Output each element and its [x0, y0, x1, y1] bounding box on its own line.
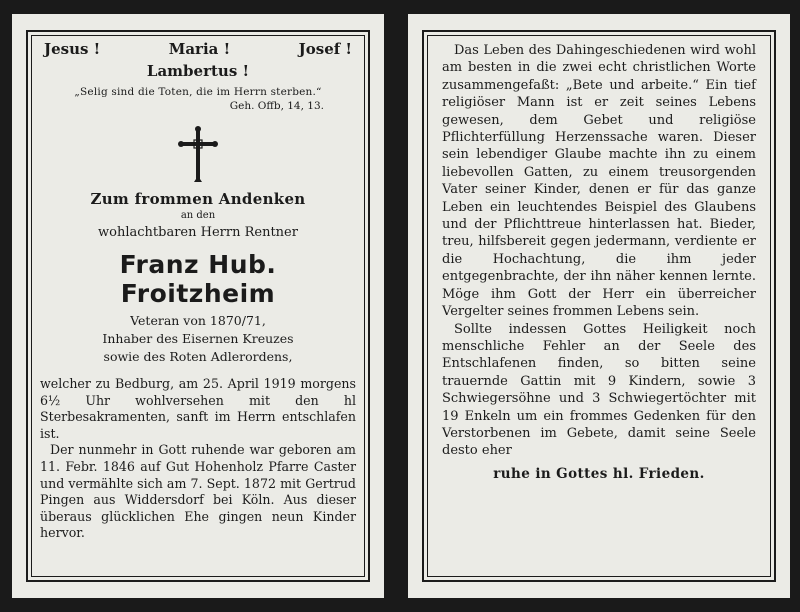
right-border-frame [422, 30, 776, 582]
prayer-paragraph: Sollte indessen Gottes Heiligkeit noch menschliche Fehler an der Seele des Entschlafenen finden, so bitten seine trauernde Gattin mit 9 Kindern, sowie 3 Schwiegersöhne und 3 Schwiegertöchter mit 19 Enkeln um ein frommes Gedenken für den Verstorbenen im Gebete, damit seine Seele desto eher [442, 321, 756, 459]
honorific-line: wohlachtbaren Herrn Rentner [98, 225, 298, 240]
right-body-text [436, 40, 762, 460]
bible-quote: „Selig sind die Toten, die im Herrn sterben.“ [74, 86, 322, 98]
left-body-text [40, 376, 356, 542]
veteran-line: Veteran von 1870/71, [130, 313, 266, 328]
honor-red-eagle: sowie des Roten Adlerordens, [103, 349, 293, 364]
right-card [408, 14, 790, 598]
biography-paragraph: Der nunmehr in Gott ruhende war geboren am 11. Febr. 1846 auf Gut Hohenholz Pfarre Caster und vermählte sich am 7. Sept. 1872 mit Gertrud Pingen aus Widdersdorf bei Köln. Aus dieser überaus glücklichen Ehe gingen neun Kinder hervor. [40, 442, 356, 541]
left-border-frame [26, 30, 370, 582]
invocation-jesus: Jesus ! [44, 40, 101, 58]
quote-reference: Geh. Offb, 14, 13. [229, 100, 324, 112]
left-card [12, 14, 384, 598]
latin-cross-icon [176, 126, 220, 184]
invocation-josef: Josef ! [298, 40, 352, 58]
life-paragraph: Das Leben des Dahingeschiedenen wird wohl am besten in die zwei echt christlichen Worte zusammengefaßt: „Bete und arbeite.“ Ein tief religiöser Mann ist er zeit seines Lebens gewesen, dem Gebet und religiöse Pflichterfüllung Herzenssache waren. Dieser sein lebendiger Glaube machte ihn zu einem liebevollen Gatten, zu einem treusorgenden Vater seiner Kinder, denen er für das ganze Leben ein leuchtendes Beispiel des Glaubens und der Pflichttreue hinterlassen hat. Bieder, treu, hilfsbereit gegen jedermann, verdiente er die Hochachtung, die ihm jeder entgegenbrachte, der ihn näher kennen lernte. Möge ihm Gott der Herr ein überreicher Vergelter seines frommen Lebens sein. [442, 43, 756, 320]
invocation-line [40, 40, 356, 58]
an-den-text: an den [180, 210, 216, 221]
honor-iron-cross: Inhaber des Eisernen Kreuzes [102, 331, 294, 346]
invocation-maria: Maria ! [168, 40, 231, 58]
closing-line: ruhe in Gottes hl. Frieden. [493, 465, 705, 482]
memorial-heading: Zum frommen Andenken [90, 190, 306, 208]
deceased-name: Franz Hub. Froitzheim [119, 250, 277, 308]
patron-saint: Lambertus ! [146, 62, 250, 80]
death-paragraph: welcher zu Bedburg, am 25. April 1919 morgens 6½ Uhr wohlversehen mit den hl Sterbesakramenten, sanft im Herrn entschlafen ist. [40, 376, 356, 441]
